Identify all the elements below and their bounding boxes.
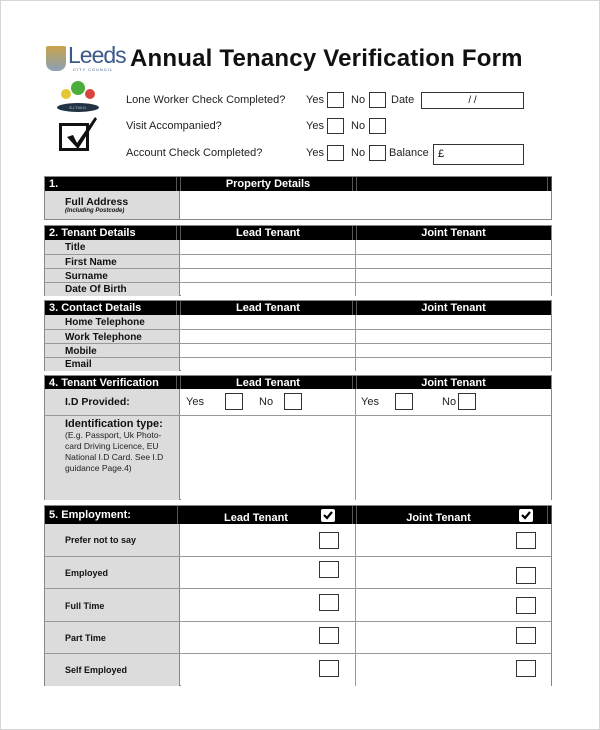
joint-dob-input[interactable] bbox=[356, 283, 551, 296]
joint-id-yes-checkbox[interactable] bbox=[395, 393, 413, 410]
section2-joint-header: Joint Tenant bbox=[421, 227, 486, 239]
joint-id-provided-cell bbox=[356, 389, 551, 415]
full-time-label: Full Time bbox=[45, 589, 180, 622]
lead-id-type-input[interactable] bbox=[181, 416, 356, 500]
account-check-question: Account Check Completed? bbox=[126, 147, 263, 159]
section4-joint-header: Joint Tenant bbox=[421, 376, 486, 389]
date-field[interactable]: / / bbox=[421, 92, 524, 109]
lead-id-yes-checkbox[interactable] bbox=[225, 393, 243, 410]
lead-id-no-checkbox[interactable] bbox=[284, 393, 302, 410]
lead-first-name-input[interactable] bbox=[181, 255, 356, 269]
full-address-sublabel: (Including Postcode) bbox=[65, 208, 125, 214]
leeds-logo bbox=[46, 42, 126, 73]
logo-text: Leeds bbox=[68, 42, 126, 68]
joint-first-name-input[interactable] bbox=[356, 255, 551, 269]
mobile-label: Mobile bbox=[45, 344, 180, 358]
section-employment bbox=[44, 505, 552, 686]
section5-joint-header: Joint Tenant bbox=[406, 511, 471, 524]
joint-title-input[interactable] bbox=[356, 240, 551, 254]
joint-id-no-checkbox[interactable] bbox=[458, 393, 476, 410]
title-label: Title bbox=[45, 240, 180, 254]
lead-surname-input[interactable] bbox=[181, 269, 356, 283]
balance-label: Balance bbox=[389, 147, 429, 159]
surname-label: Surname bbox=[45, 269, 180, 283]
lead-column-check-icon bbox=[321, 506, 335, 524]
self-employed-label: Self Employed bbox=[45, 654, 180, 686]
visit-yes-label: Yes bbox=[306, 120, 324, 132]
id-provided-label: I.D Provided: bbox=[45, 389, 180, 415]
section-property-details bbox=[44, 176, 552, 220]
dob-label: Date Of Birth bbox=[45, 283, 180, 296]
section2-title: 2. Tenant Details bbox=[49, 227, 136, 239]
joint-id-yes-label: Yes bbox=[361, 396, 379, 408]
sitmo-logo-icon bbox=[57, 81, 99, 113]
lone-worker-question: Lone Worker Check Completed? bbox=[126, 94, 286, 106]
checkbox-checked-icon bbox=[59, 115, 99, 153]
account-no-label: No bbox=[351, 147, 366, 159]
full-address-input[interactable] bbox=[181, 191, 551, 219]
balance-field[interactable]: £ bbox=[433, 144, 524, 165]
lead-prefer-not-to-say-checkbox[interactable] bbox=[319, 532, 339, 549]
id-type-label: Identification type: bbox=[65, 418, 163, 430]
lead-mobile-input[interactable] bbox=[181, 344, 356, 358]
prefer-not-to-say-label: Prefer not to say bbox=[45, 524, 180, 556]
visit-no-checkbox[interactable] bbox=[369, 118, 386, 134]
section1-number: 1. bbox=[49, 178, 59, 190]
section5-lead-header: Lead Tenant bbox=[224, 511, 288, 524]
joint-employed-checkbox[interactable] bbox=[516, 567, 536, 584]
visit-yes-checkbox[interactable] bbox=[327, 118, 344, 134]
work-telephone-label: Work Telephone bbox=[45, 330, 180, 344]
lead-email-input[interactable] bbox=[181, 358, 356, 371]
account-no-checkbox[interactable] bbox=[369, 145, 386, 161]
joint-work-telephone-input[interactable] bbox=[356, 330, 551, 344]
lead-title-input[interactable] bbox=[181, 240, 356, 254]
section4-lead-header: Lead Tenant bbox=[236, 376, 300, 389]
lead-home-telephone-input[interactable] bbox=[181, 315, 356, 329]
lone-worker-no-checkbox[interactable] bbox=[369, 92, 386, 108]
lead-employed-checkbox[interactable] bbox=[319, 561, 339, 578]
account-yes-checkbox[interactable] bbox=[327, 145, 344, 161]
lead-full-time-checkbox[interactable] bbox=[319, 594, 339, 611]
lone-worker-yes-label: Yes bbox=[306, 94, 324, 106]
section2-lead-header: Lead Tenant bbox=[236, 227, 300, 239]
lead-id-provided-cell bbox=[181, 389, 356, 415]
section-contact-details bbox=[44, 300, 552, 371]
id-type-hint: (E.g. Passport, Uk Photo-card Driving Licence, EU National I.D Card. See I.D guidance Page.4) bbox=[65, 430, 164, 473]
lead-id-no-label: No bbox=[259, 396, 274, 408]
email-label: Email bbox=[45, 358, 180, 371]
lead-id-yes-label: Yes bbox=[186, 396, 204, 408]
joint-id-type-input[interactable] bbox=[356, 416, 551, 500]
lead-self-employed-checkbox[interactable] bbox=[319, 660, 339, 677]
joint-email-input[interactable] bbox=[356, 358, 551, 371]
lone-worker-no-label: No bbox=[351, 94, 366, 106]
employed-label: Employed bbox=[45, 557, 180, 589]
joint-home-telephone-input[interactable] bbox=[356, 315, 551, 329]
visit-no-label: No bbox=[351, 120, 366, 132]
logo-subtext: CITY COUNCIL bbox=[73, 67, 114, 72]
section4-title: 4. Tenant Verification bbox=[49, 376, 159, 389]
joint-column-check-icon bbox=[519, 506, 533, 524]
joint-self-employed-checkbox[interactable] bbox=[516, 660, 536, 677]
joint-id-no-label: No bbox=[442, 396, 457, 408]
lead-part-time-checkbox[interactable] bbox=[319, 627, 339, 644]
joint-full-time-checkbox[interactable] bbox=[516, 597, 536, 614]
first-name-label: First Name bbox=[45, 255, 180, 269]
visit-accompanied-question: Visit Accompanied? bbox=[126, 120, 222, 132]
lone-worker-yes-checkbox[interactable] bbox=[327, 92, 344, 108]
section3-joint-header: Joint Tenant bbox=[421, 302, 486, 314]
joint-surname-input[interactable] bbox=[356, 269, 551, 283]
part-time-label: Part Time bbox=[45, 622, 180, 654]
lead-dob-input[interactable] bbox=[181, 283, 356, 296]
section3-title: 3. Contact Details bbox=[49, 302, 142, 314]
joint-part-time-checkbox[interactable] bbox=[516, 627, 536, 644]
section5-title: 5. Employment: bbox=[49, 506, 178, 524]
section3-lead-header: Lead Tenant bbox=[236, 302, 300, 314]
home-telephone-label: Home Telephone bbox=[45, 315, 180, 329]
sitmo-badge: S.I.T.M.O. bbox=[57, 103, 99, 112]
date-label: Date bbox=[391, 94, 415, 106]
section-tenant-verification bbox=[44, 375, 552, 500]
joint-prefer-not-to-say-checkbox[interactable] bbox=[516, 532, 536, 549]
section-tenant-details bbox=[44, 225, 552, 296]
joint-mobile-input[interactable] bbox=[356, 344, 551, 358]
account-yes-label: Yes bbox=[306, 147, 324, 159]
crest-icon bbox=[46, 46, 66, 71]
section1-title: Property Details bbox=[225, 178, 311, 190]
page-title: Annual Tenancy Verification Form bbox=[130, 45, 523, 72]
full-address-label: Full Address bbox=[65, 196, 129, 208]
lead-work-telephone-input[interactable] bbox=[181, 330, 356, 344]
